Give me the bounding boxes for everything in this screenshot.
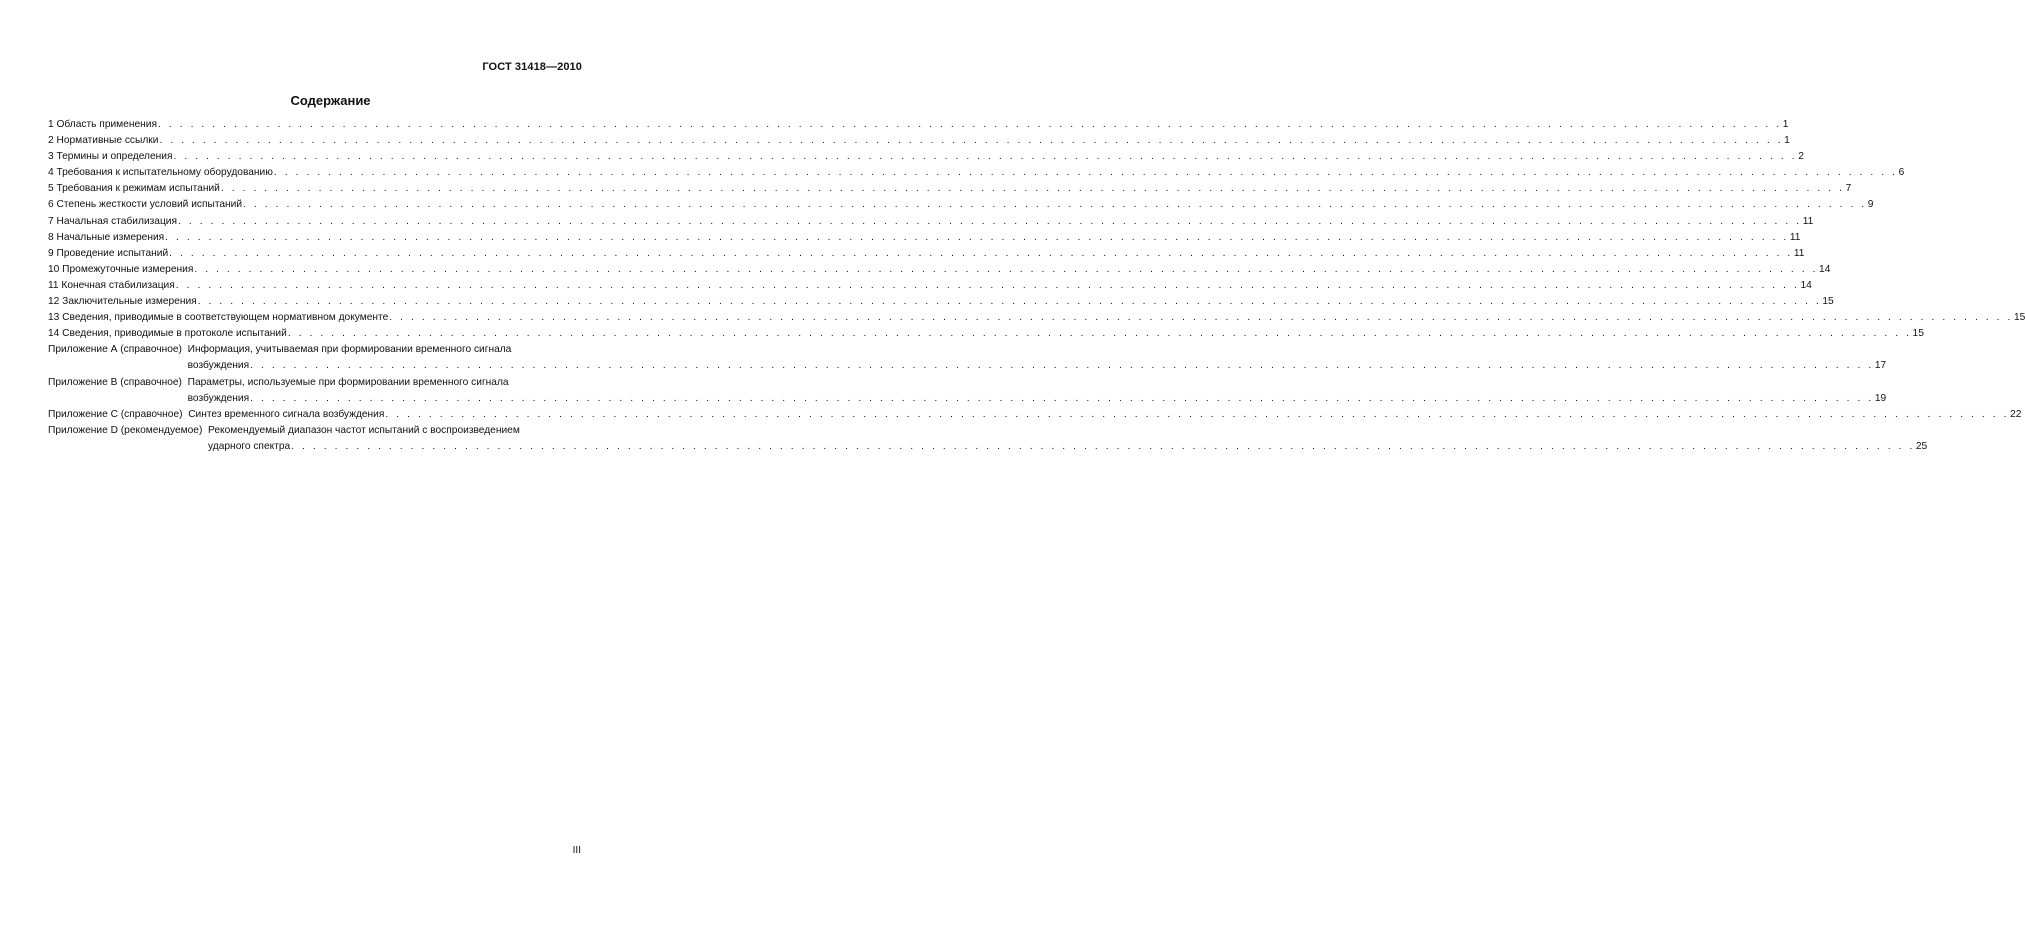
toc-title: Содержание [290,93,371,108]
table-of-contents [48,117,2025,455]
toc-entry-page: 22 [2010,408,2022,420]
leader-dots [243,197,1867,213]
leader-dots [288,326,1912,342]
appendix-prefix: Приложение D (рекомендуемое) [48,424,203,436]
appendix-title: Параметры, используемые при формировании временного сигнала [187,376,509,388]
toc-entry-page: 11 [1789,231,1801,243]
toc-entry[interactable] [48,197,1874,213]
toc-entry-page: 7 [1845,183,1852,195]
toc-entry-page: 19 [1874,392,1887,404]
toc-appendix-entry[interactable] [48,423,1928,455]
appendix-prefix: Приложение С (справочное) [48,408,183,420]
toc-entry-page: 6 [1898,167,1905,179]
toc-entry-text: 13 Сведения, приводимые в соответствующем нормативном документе [48,312,389,324]
leader-dots [250,391,1874,407]
appendix-title: Рекомендуемый диапазон частот испытаний с воспроизведением [208,424,520,436]
leader-dots [198,294,1822,310]
toc-entry[interactable] [48,214,1814,230]
toc-entry-page: 17 [1874,360,1887,372]
toc-entry-text: 1 Область применения [48,119,157,130]
page-number: III [572,845,581,856]
toc-entry-text: 10 Промежуточные измерения [48,263,194,275]
appendix-title: Синтез временного сигнала возбуждения [188,408,385,420]
toc-entry-page: 9 [1867,199,1874,211]
toc-entry-text: 5 Требования к режимам испытаний [48,183,220,195]
leader-dots [221,181,1845,197]
toc-entry-text: 8 Начальные измерения [48,231,165,243]
toc-entry-page: 15 [2013,312,2025,324]
toc-entry-text: 3 Термины и определения [48,151,173,163]
toc-appendix-entry[interactable] [48,407,2022,423]
leader-dots [194,262,1818,278]
toc-entry-page: 15 [1822,296,1834,308]
toc-entry[interactable] [48,133,1790,149]
toc-entry-page: 11 [1793,247,1805,259]
appendix-prefix: Приложение В (справочное) [48,376,182,388]
appendix-title-cont: возбуждения [187,360,250,372]
toc-entry[interactable] [48,165,1905,181]
toc-entry-text: 6 Степень жесткости условий испытаний [48,199,243,211]
toc-entry-page: 14 [1800,279,1812,291]
leader-dots [165,230,1789,246]
leader-dots [274,165,1898,181]
toc-entry-page: 1 [1784,135,1790,147]
leader-dots [291,439,1915,455]
toc-entry-text: 11 Конечная стабилизация [48,279,175,291]
toc-entry[interactable] [48,149,1804,165]
appendix-prefix: Приложение А (справочное) [48,344,182,356]
toc-appendix-entry[interactable] [48,342,1887,374]
toc-entry-page: 14 [1819,263,1831,275]
toc-entry[interactable] [48,230,1801,246]
toc-entry[interactable] [48,246,1805,262]
leader-dots [173,149,1797,165]
toc-entry-page: 2 [1798,151,1804,163]
toc-entry[interactable] [48,181,1852,197]
leader-dots [176,278,1800,294]
leader-dots [385,407,2009,423]
toc-entry-page: 1 [1782,119,1789,130]
toc-entry-text: 14 Сведения, приводимые в протоколе испытаний [48,328,287,340]
toc-entry-text: 9 Проведение испытаний [48,247,169,259]
appendix-title-cont: ударного спектра [208,440,291,452]
toc-entry-text: 12 Заключительные измерения [48,296,197,308]
leader-dots [178,214,1802,230]
toc-entry[interactable] [48,326,1924,342]
toc-entry[interactable] [48,294,1834,310]
appendix-title: Информация, учитываемая при формировании временного сигнала [187,344,512,356]
toc-entry-text: 7 Начальная стабилизация [48,215,178,227]
leader-dots [169,246,1793,262]
appendix-title-cont: возбуждения [187,392,250,404]
toc-entry[interactable] [48,117,1789,133]
toc-entry[interactable] [48,310,2025,326]
leader-dots [389,310,2013,326]
toc-entry[interactable] [48,262,1831,278]
leader-dots [159,133,1783,149]
toc-entry-page: 15 [1912,328,1924,340]
toc-entry[interactable] [48,278,1812,294]
toc-entry-text: 2 Нормативные ссылки [48,135,159,147]
toc-appendix-entry[interactable] [48,375,1887,407]
toc-entry-page: 11 [1802,215,1814,227]
toc-entry-text: 4 Требования к испытательному оборудованию [48,167,273,179]
leader-dots [158,117,1782,133]
leader-dots [250,358,1874,374]
toc-entry-page: 25 [1915,440,1928,452]
standard-code: ГОСТ 31418—2010 [482,61,582,73]
